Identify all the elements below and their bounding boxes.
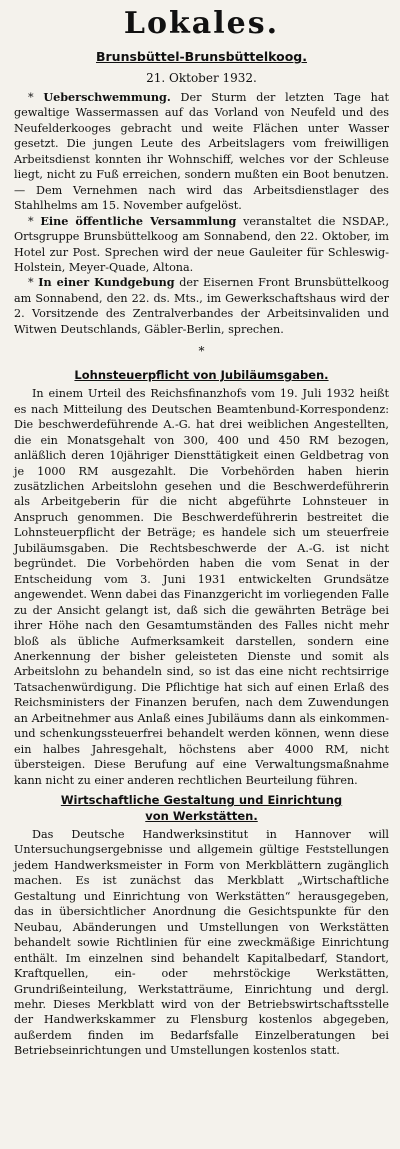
article-heading-line: Lohnsteuerpflicht von Jubiläumsgaben. (74, 368, 329, 383)
article-body: In einem Urteil des Reichsfinanzhofs vom 19. Juli 1932 heißt es nach Mitteilung des Deutschen Beamtenbund-Korrespondenz: Die beschwerdeführende A.-G. hat drei weiblichen Angestellten, die ein Monatsgehalt von 300, 400 und 450 RM bezogen, anläßlich deren 10jähriger Diensttätigkeit einen Geldbetrag von je 1000 RM ausgezahlt. Die Vorbehörden haben hierin zusätzlichen Arbeitslohn gesehen und die Beschwerdeführerin als Arbeitgeberin für die nicht abgeführte Lohnsteuer in Anspruch genommen. Die Beschwerdeführerin bestreitet die Lohnsteuerpflicht der Beträge; es handele sich um steuerfreie Jubiläumsgaben. Die Rechtsbeschwerde der A.-G. ist nicht begründet. Die Vorbehörden haben die vom Senat in der Entscheidung vom 3. Juni 1931 entwickelten Grundsätze angewendet. Wenn dabei das Finanzgericht im vorliegenden Falle zu der Ansicht gelangt ist, daß sich die gewährten Beträge bei ihrer Höhe nach den Gesamtumständen des Falles nicht mehr bloß als übliche Aufmerksamkeit darstellen, sondern eine Anerkennung der bisher geleisteten Dienste und somit als Arbeitslohn zu behandeln sind, so ist das eine nicht rechtsirrige Tatsachenwürdigung. Die Pflichtige hat sich auf einen Erlaß des Reichsministers der Finanzen berufen, nach dem Zuwendungen an Arbeitnehmer aus Anlaß eines Jubiläums dann als einkommen- und schenkungssteuerfrei behandelt werden können, wenn diese ein halbes Jahresgehalt, höchstens aber 4000 RM, nicht übersteigen. Diese Berufung auf eine Verwaltungsmaßnahme kann nicht zu einer anderen rechtlichen Beurteilung führen. (14, 387, 389, 787)
local-note (14, 214, 389, 276)
section-separator: * (198, 344, 205, 359)
note-bullet: * (28, 91, 34, 104)
note-text: Der Sturm der letzten Tage hat gewaltige Wassermassen auf das Vorland von Neufeld und des Neufelderkooges gebracht und weite Flächen unter Wasser gesetzt. Die jungen Leute des Arbeitslagers vom freiwilligen Arbeitsdienst konnten ihr Wohnschiff, welches vor der Schleuse liegt, nicht zu Fuß erreichen, sondern mußten ein Boot benutzen. — Dem Vernehmen nach wird das Arbeitsdienstlager des Stahlhelms am 15. November aufgelöst. (14, 91, 390, 213)
note-bullet: * (28, 276, 34, 290)
dateline: 21. Oktober 1932. (146, 71, 257, 85)
article-heading-line: von Werkstätten. (145, 809, 258, 824)
note-lead: Ueberschwemmung. (43, 90, 171, 104)
local-note (14, 90, 389, 214)
note-lead: In einer Kundgebung (38, 275, 175, 290)
section-masthead: Lokales. (123, 6, 280, 41)
note-lead: Eine öffentliche Versammlung (40, 213, 237, 228)
article-heading (14, 792, 389, 824)
note-text: veranstaltet die NSDAP., Ortsgruppe Brunsbüttelkoog am Sonnabend, den 22. Oktober, im Hotel zur Post. Sprechen wird der neue Gauleiter für Schleswig-Holstein, Meyer-Quade, Altona. (14, 214, 390, 274)
article-heading-line: Wirtschaftliche Gestaltung und Einrichtung (60, 793, 343, 808)
note-text: der Eisernen Front Brunsbüttelkoog am Sonnabend, den 22. ds. Mts., im Gewerkschaftshaus wird der 2. Vorsitzende des Zentralverbandes der Arbeitsinvaliden und Witwen Deutschlands, Gäbler-Berlin, sprechen. (14, 276, 389, 336)
local-note (14, 275, 389, 337)
note-bullet: * (28, 214, 34, 228)
locality-headline: Brunsbüttel-Brunsbüttelkoog. (95, 49, 308, 64)
article-body: Das Deutsche Handwerksinstitut in Hannover will Untersuchungsergebnisse und allgemein gültige Feststellungen jedem Handwerksmeister in Form von Merkblättern zugänglich machen. Es ist zunächst das Merkblatt „Wirtschaftliche Gestaltung und Einrichtung von Werkstätten“ herausgegeben, das in übersichtlicher Anordnung die Gesichtspunkte für den Neubau, Abänderungen und Umstellungen von Werkstätten behandelt sowie Richtlinien für eine zweckmäßige Einrichtung enthält. Im einzelnen sind behandelt Kapitalbedarf, Standort, Kraftquellen, ein- oder mehrstöckige Werkstätten, Grundrißeinteilung, Werkstatträume, Einrichtung und dergl. mehr. Dieses Merkblatt wird von der Betriebswirtschaftsstelle der Handwerkskammer zu Flensburg kostenlos abgegeben, außerdem finden im Bedarfsfalle Einzelberatungen bei Betriebseinrichtungen und Umstellungen kostenlos statt. (14, 828, 389, 1058)
article-heading (14, 367, 389, 383)
